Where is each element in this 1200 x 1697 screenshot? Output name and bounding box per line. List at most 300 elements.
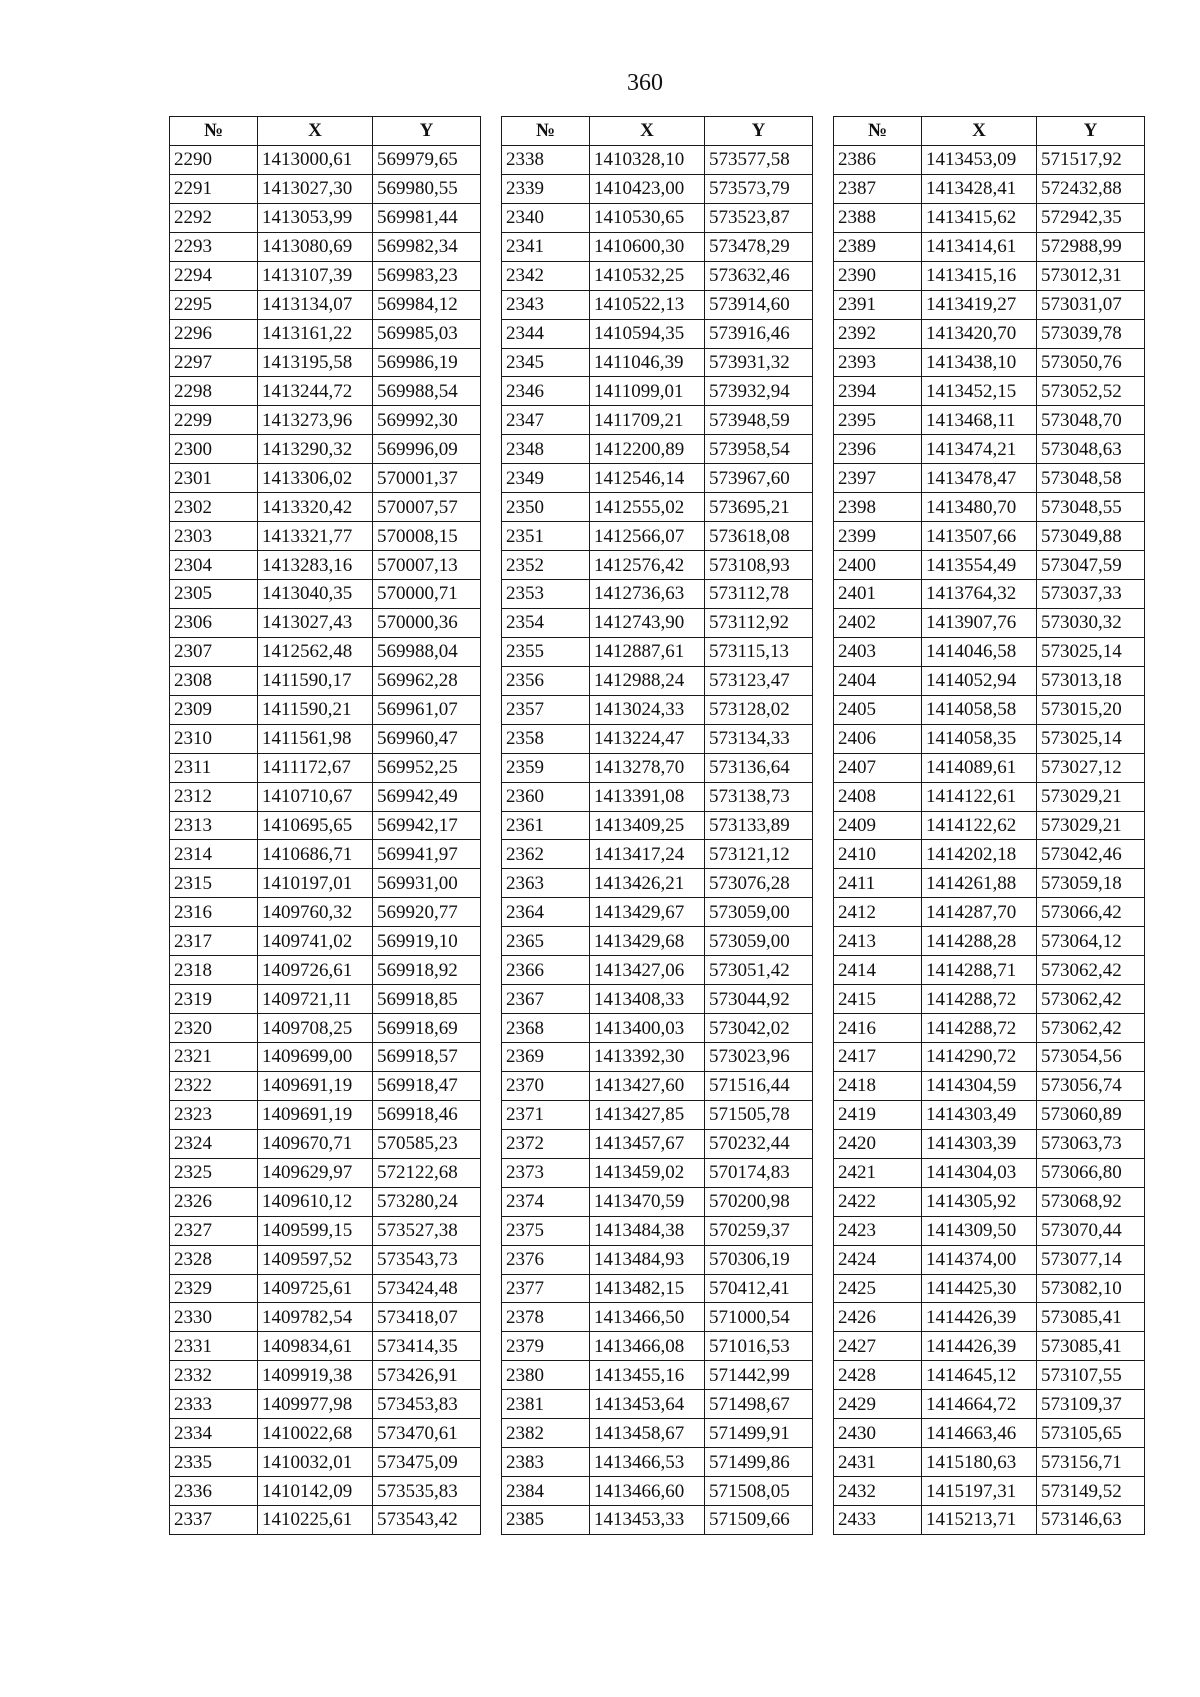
cell-no: 2366: [502, 956, 590, 985]
cell-y: 570008,15: [373, 522, 481, 551]
table-row: [834, 348, 1145, 377]
cell-x: 1414089,61: [922, 753, 1037, 782]
table-row: [170, 724, 481, 753]
cell-x: 1413283,16: [258, 551, 373, 580]
cell-y: 573543,42: [373, 1506, 481, 1535]
table-row: [502, 608, 813, 637]
cell-no: 2426: [834, 1303, 922, 1332]
table-row: [834, 551, 1145, 580]
cell-y: 569980,55: [373, 174, 481, 203]
table-row: [170, 377, 481, 406]
cell-x: 1414374,00: [922, 1245, 1037, 1274]
table-row: [834, 1216, 1145, 1245]
cell-x: 1414305,92: [922, 1187, 1037, 1216]
cell-y: 569919,10: [373, 927, 481, 956]
table-row: [170, 522, 481, 551]
cell-y: 573414,35: [373, 1332, 481, 1361]
table-row: [834, 464, 1145, 493]
cell-no: 2363: [502, 869, 590, 898]
cell-no: 2320: [170, 1014, 258, 1043]
cell-no: 2334: [170, 1419, 258, 1448]
cell-no: 2293: [170, 232, 258, 261]
cell-y: 573085,41: [1037, 1303, 1145, 1332]
cell-no: 2315: [170, 869, 258, 898]
table-row: [170, 203, 481, 232]
cell-y: 569952,25: [373, 753, 481, 782]
cell-no: 2431: [834, 1448, 922, 1477]
cell-no: 2432: [834, 1477, 922, 1506]
table-row: [170, 1071, 481, 1100]
table-row: [834, 637, 1145, 666]
table-row: [170, 608, 481, 637]
cell-no: 2378: [502, 1303, 590, 1332]
header-y: Y: [1037, 117, 1145, 146]
cell-y: 573025,14: [1037, 724, 1145, 753]
cell-y: 571505,78: [705, 1100, 813, 1129]
table-row: [502, 985, 813, 1014]
table-header-row: [170, 117, 481, 146]
table-row: [170, 637, 481, 666]
cell-y: 570412,41: [705, 1274, 813, 1303]
cell-y: 573050,76: [1037, 348, 1145, 377]
cell-y: 573424,48: [373, 1274, 481, 1303]
cell-no: 2360: [502, 782, 590, 811]
cell-no: 2370: [502, 1071, 590, 1100]
cell-x: 1413321,77: [258, 522, 373, 551]
cell-x: 1411099,01: [590, 377, 705, 406]
table-row: [170, 435, 481, 464]
table-row: [170, 956, 481, 985]
cell-y: 573967,60: [705, 464, 813, 493]
cell-no: 2403: [834, 637, 922, 666]
table-row: [170, 1129, 481, 1158]
cell-y: 572988,99: [1037, 232, 1145, 261]
cell-no: 2390: [834, 261, 922, 290]
cell-y: 573051,42: [705, 956, 813, 985]
table-row: [502, 464, 813, 493]
table-row: [502, 290, 813, 319]
cell-x: 1415213,71: [922, 1506, 1037, 1535]
cell-x: 1413438,10: [922, 348, 1037, 377]
cell-y: 573958,54: [705, 435, 813, 464]
table-row: [502, 580, 813, 609]
cell-x: 1413429,67: [590, 898, 705, 927]
cell-no: 2368: [502, 1014, 590, 1043]
cell-no: 2389: [834, 232, 922, 261]
cell-x: 1413429,68: [590, 927, 705, 956]
table-row: [170, 261, 481, 290]
cell-x: 1413400,03: [590, 1014, 705, 1043]
cell-x: 1413468,11: [922, 406, 1037, 435]
table-row: [170, 695, 481, 724]
cell-no: 2413: [834, 927, 922, 956]
table-row: [170, 464, 481, 493]
cell-x: 1415197,31: [922, 1477, 1037, 1506]
table-row: [502, 551, 813, 580]
cell-x: 1413453,33: [590, 1506, 705, 1535]
cell-no: 2421: [834, 1158, 922, 1187]
table-row: [834, 290, 1145, 319]
cell-x: 1413107,39: [258, 261, 373, 290]
table-row: [502, 1477, 813, 1506]
table-row: [502, 348, 813, 377]
cell-y: 573023,96: [705, 1043, 813, 1072]
cell-x: 1410142,09: [258, 1477, 373, 1506]
cell-y: 569985,03: [373, 319, 481, 348]
cell-no: 2391: [834, 290, 922, 319]
header-y: Y: [705, 117, 813, 146]
cell-x: 1413419,27: [922, 290, 1037, 319]
table-row: [502, 203, 813, 232]
cell-x: 1413453,09: [922, 145, 1037, 174]
cell-x: 1411590,17: [258, 666, 373, 695]
cell-y: 572942,35: [1037, 203, 1145, 232]
table-row: [502, 1245, 813, 1274]
cell-no: 2361: [502, 811, 590, 840]
cell-no: 2304: [170, 551, 258, 580]
table-row: [502, 406, 813, 435]
cell-x: 1409741,02: [258, 927, 373, 956]
table-row: [170, 551, 481, 580]
cell-x: 1410594,35: [590, 319, 705, 348]
cell-y: 571442,99: [705, 1361, 813, 1390]
cell-y: 569920,77: [373, 898, 481, 927]
table-row: [502, 927, 813, 956]
cell-y: 571498,67: [705, 1390, 813, 1419]
cell-no: 2350: [502, 493, 590, 522]
cell-x: 1409691,19: [258, 1100, 373, 1129]
cell-y: 571016,53: [705, 1332, 813, 1361]
cell-x: 1413027,30: [258, 174, 373, 203]
cell-y: 573105,65: [1037, 1419, 1145, 1448]
table-row: [834, 522, 1145, 551]
table-row: [834, 1187, 1145, 1216]
cell-x: 1409610,12: [258, 1187, 373, 1216]
cell-no: 2418: [834, 1071, 922, 1100]
cell-y: 573082,10: [1037, 1274, 1145, 1303]
cell-y: 571499,86: [705, 1448, 813, 1477]
cell-y: 573085,41: [1037, 1332, 1145, 1361]
cell-x: 1414303,39: [922, 1129, 1037, 1158]
cell-y: 573112,78: [705, 580, 813, 609]
cell-x: 1410225,61: [258, 1506, 373, 1535]
table-row: [170, 1332, 481, 1361]
cell-y: 570232,44: [705, 1129, 813, 1158]
table-row: [170, 319, 481, 348]
cell-x: 1414425,30: [922, 1274, 1037, 1303]
cell-x: 1410032,01: [258, 1448, 373, 1477]
cell-no: 2416: [834, 1014, 922, 1043]
cell-x: 1412562,48: [258, 637, 373, 666]
cell-x: 1410600,30: [590, 232, 705, 261]
cell-y: 573535,83: [373, 1477, 481, 1506]
cell-no: 2376: [502, 1245, 590, 1274]
table-row: [502, 1506, 813, 1535]
cell-x: 1413453,64: [590, 1390, 705, 1419]
table-row: [502, 174, 813, 203]
coordinates-table-3: [833, 116, 1145, 1535]
cell-x: 1414309,50: [922, 1216, 1037, 1245]
cell-no: 2351: [502, 522, 590, 551]
cell-no: 2406: [834, 724, 922, 753]
cell-no: 2398: [834, 493, 922, 522]
cell-y: 573054,56: [1037, 1043, 1145, 1072]
cell-no: 2339: [502, 174, 590, 203]
table-body: [170, 145, 481, 1534]
cell-no: 2433: [834, 1506, 922, 1535]
table-row: [834, 1274, 1145, 1303]
cell-x: 1413452,15: [922, 377, 1037, 406]
cell-y: 573012,31: [1037, 261, 1145, 290]
cell-no: 2359: [502, 753, 590, 782]
page-number: 360: [627, 70, 663, 96]
cell-no: 2362: [502, 840, 590, 869]
table-row: [502, 1332, 813, 1361]
cell-x: 1413415,16: [922, 261, 1037, 290]
cell-y: 573015,20: [1037, 695, 1145, 724]
table-row: [170, 1158, 481, 1187]
cell-y: 570200,98: [705, 1187, 813, 1216]
cell-no: 2371: [502, 1100, 590, 1129]
table-row: [834, 1448, 1145, 1477]
table-row: [170, 666, 481, 695]
cell-x: 1414287,70: [922, 898, 1037, 927]
table-row: [834, 1245, 1145, 1274]
cell-x: 1414052,94: [922, 666, 1037, 695]
cell-no: 2393: [834, 348, 922, 377]
table-row: [502, 1419, 813, 1448]
cell-x: 1414645,12: [922, 1361, 1037, 1390]
cell-x: 1409919,38: [258, 1361, 373, 1390]
cell-x: 1413391,08: [590, 782, 705, 811]
cell-y: 573062,42: [1037, 985, 1145, 1014]
cell-no: 2335: [170, 1448, 258, 1477]
cell-no: 2309: [170, 695, 258, 724]
cell-x: 1412200,89: [590, 435, 705, 464]
cell-no: 2325: [170, 1158, 258, 1187]
cell-y: 569918,69: [373, 1014, 481, 1043]
table-row: [834, 956, 1145, 985]
cell-no: 2409: [834, 811, 922, 840]
cell-no: 2415: [834, 985, 922, 1014]
cell-x: 1409834,61: [258, 1332, 373, 1361]
cell-y: 573030,32: [1037, 608, 1145, 637]
cell-x: 1415180,63: [922, 1448, 1037, 1477]
cell-no: 2365: [502, 927, 590, 956]
cell-x: 1413470,59: [590, 1187, 705, 1216]
header-no: №: [170, 117, 258, 146]
table-row: [502, 435, 813, 464]
table-row: [834, 493, 1145, 522]
cell-no: 2342: [502, 261, 590, 290]
table-row: [834, 782, 1145, 811]
cell-y: 573070,44: [1037, 1216, 1145, 1245]
cell-x: 1413224,47: [590, 724, 705, 753]
table-row: [834, 1419, 1145, 1448]
cell-no: 2354: [502, 608, 590, 637]
table-row: [502, 1100, 813, 1129]
table-row: [170, 1303, 481, 1332]
table-row: [834, 1361, 1145, 1390]
cell-x: 1414058,58: [922, 695, 1037, 724]
cell-y: 573543,73: [373, 1245, 481, 1274]
cell-no: 2297: [170, 348, 258, 377]
cell-no: 2345: [502, 348, 590, 377]
cell-y: 573618,08: [705, 522, 813, 551]
table-row: [502, 811, 813, 840]
cell-no: 2358: [502, 724, 590, 753]
table-row: [170, 1245, 481, 1274]
cell-x: 1409597,52: [258, 1245, 373, 1274]
cell-x: 1410532,25: [590, 261, 705, 290]
cell-y: 573948,59: [705, 406, 813, 435]
cell-x: 1414304,59: [922, 1071, 1037, 1100]
cell-x: 1414664,72: [922, 1390, 1037, 1419]
cell-x: 1414122,61: [922, 782, 1037, 811]
cell-y: 573123,47: [705, 666, 813, 695]
cell-x: 1413290,32: [258, 435, 373, 464]
cell-y: 570259,37: [705, 1216, 813, 1245]
header-x: X: [922, 117, 1037, 146]
cell-y: 573149,52: [1037, 1477, 1145, 1506]
cell-y: 570000,36: [373, 608, 481, 637]
cell-no: 2300: [170, 435, 258, 464]
cell-x: 1413466,50: [590, 1303, 705, 1332]
cell-y: 569961,07: [373, 695, 481, 724]
table-row: [502, 1043, 813, 1072]
cell-y: 570001,37: [373, 464, 481, 493]
cell-x: 1413455,16: [590, 1361, 705, 1390]
cell-x: 1413415,62: [922, 203, 1037, 232]
table-row: [502, 1014, 813, 1043]
cell-y: 571000,54: [705, 1303, 813, 1332]
cell-x: 1412736,63: [590, 580, 705, 609]
cell-y: 573059,00: [705, 927, 813, 956]
table-row: [834, 869, 1145, 898]
cell-no: 2296: [170, 319, 258, 348]
cell-x: 1412743,90: [590, 608, 705, 637]
table-row: [834, 1100, 1145, 1129]
table-row: [502, 1129, 813, 1158]
table-row: [834, 1332, 1145, 1361]
cell-no: 2397: [834, 464, 922, 493]
cell-no: 2394: [834, 377, 922, 406]
table-row: [834, 406, 1145, 435]
cell-x: 1410710,67: [258, 782, 373, 811]
cell-x: 1413161,22: [258, 319, 373, 348]
cell-no: 2329: [170, 1274, 258, 1303]
cell-y: 573059,00: [705, 898, 813, 927]
cell-no: 2357: [502, 695, 590, 724]
cell-x: 1409699,00: [258, 1043, 373, 1072]
cell-x: 1413482,15: [590, 1274, 705, 1303]
table-row: [834, 898, 1145, 927]
cell-x: 1413053,99: [258, 203, 373, 232]
cell-y: 572122,68: [373, 1158, 481, 1187]
cell-no: 2356: [502, 666, 590, 695]
cell-no: 2405: [834, 695, 922, 724]
cell-x: 1413507,66: [922, 522, 1037, 551]
table-row: [170, 1014, 481, 1043]
table-row: [170, 1043, 481, 1072]
cell-y: 573577,58: [705, 145, 813, 174]
cell-x: 1410423,00: [590, 174, 705, 203]
coordinates-table-1: [169, 116, 481, 1535]
table-row: [502, 1390, 813, 1419]
cell-y: 569962,28: [373, 666, 481, 695]
cell-y: 573042,02: [705, 1014, 813, 1043]
cell-y: 573138,73: [705, 782, 813, 811]
cell-y: 573031,07: [1037, 290, 1145, 319]
cell-no: 2311: [170, 753, 258, 782]
cell-y: 570007,13: [373, 551, 481, 580]
cell-y: 569983,23: [373, 261, 481, 290]
cell-x: 1411046,39: [590, 348, 705, 377]
cell-no: 2374: [502, 1187, 590, 1216]
cell-no: 2337: [170, 1506, 258, 1535]
table-row: [170, 985, 481, 1014]
cell-x: 1413466,53: [590, 1448, 705, 1477]
cell-x: 1410328,10: [590, 145, 705, 174]
cell-y: 569941,97: [373, 840, 481, 869]
table-row: [170, 1477, 481, 1506]
cell-y: 573076,28: [705, 869, 813, 898]
cell-x: 1412566,07: [590, 522, 705, 551]
cell-x: 1413244,72: [258, 377, 373, 406]
cell-x: 1409691,19: [258, 1071, 373, 1100]
table-row: [834, 377, 1145, 406]
cell-no: 2324: [170, 1129, 258, 1158]
table-row: [170, 348, 481, 377]
cell-no: 2384: [502, 1477, 590, 1506]
cell-y: 573027,12: [1037, 753, 1145, 782]
cell-y: 573107,55: [1037, 1361, 1145, 1390]
cell-x: 1413427,06: [590, 956, 705, 985]
cell-y: 569984,12: [373, 290, 481, 319]
cell-no: 2408: [834, 782, 922, 811]
cell-x: 1413427,60: [590, 1071, 705, 1100]
table-row: [170, 811, 481, 840]
cell-y: 570007,57: [373, 493, 481, 522]
cell-y: 573062,42: [1037, 1014, 1145, 1043]
table-row: [834, 753, 1145, 782]
cell-no: 2330: [170, 1303, 258, 1332]
cell-y: 569981,44: [373, 203, 481, 232]
cell-y: 573121,12: [705, 840, 813, 869]
cell-y: 573039,78: [1037, 319, 1145, 348]
cell-y: 571509,66: [705, 1506, 813, 1535]
cell-no: 2385: [502, 1506, 590, 1535]
table-row: [502, 377, 813, 406]
cell-x: 1413459,02: [590, 1158, 705, 1187]
cell-no: 2355: [502, 637, 590, 666]
header-no: №: [834, 117, 922, 146]
cell-x: 1410530,65: [590, 203, 705, 232]
table-row: [170, 1361, 481, 1390]
table-row: [170, 840, 481, 869]
cell-x: 1409670,71: [258, 1129, 373, 1158]
cell-y: 573048,58: [1037, 464, 1145, 493]
cell-no: 2400: [834, 551, 922, 580]
cell-y: 573037,33: [1037, 580, 1145, 609]
cell-x: 1413027,43: [258, 608, 373, 637]
cell-x: 1413484,38: [590, 1216, 705, 1245]
cell-x: 1409629,97: [258, 1158, 373, 1187]
cell-no: 2411: [834, 869, 922, 898]
table-row: [834, 608, 1145, 637]
cell-no: 2399: [834, 522, 922, 551]
table-row: [170, 1390, 481, 1419]
